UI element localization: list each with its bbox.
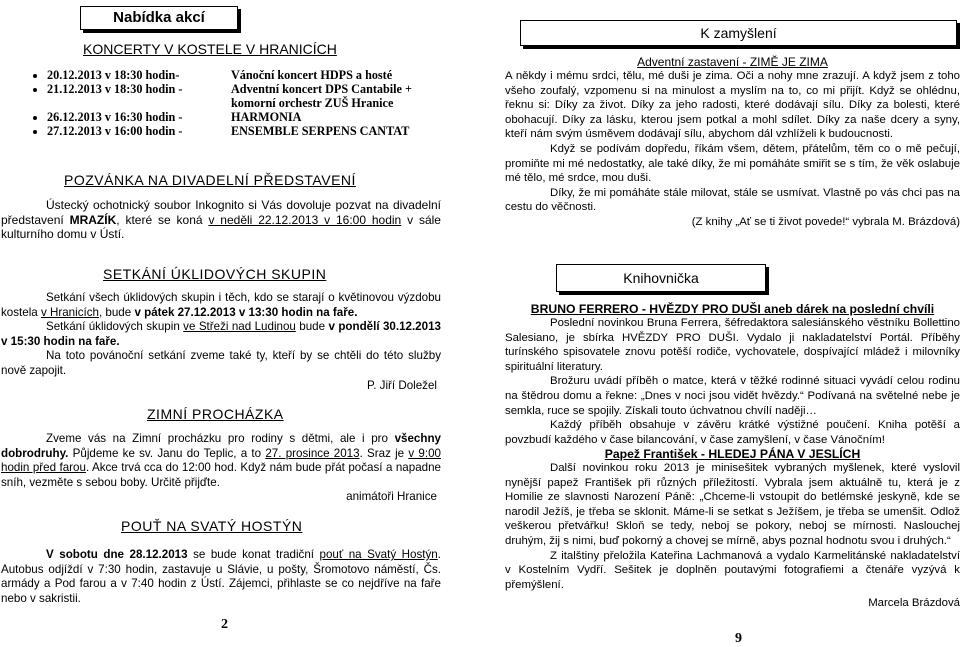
library-title: Knihovnička [623, 270, 699, 286]
list-item: • 20.12.2013 v 18:30 hodin- Vánoční koncert HDPS a hosté [47, 68, 487, 82]
pilgrimage-heading: POUŤ NA SVATÝ HOSTÝN [121, 518, 303, 534]
list-item: • 27.12.2013 v 16:00 hodin - ENSEMBLE SERPENS CANTAT [47, 124, 487, 138]
page-number: 9 [735, 631, 742, 646]
pilgrimage-text: V sobotu dne 28.12.2013 se bude konat tradiční pouť na Svatý Hostýn. Autobus odjíždí v 7:30 hodin, zastavuje u Slávie, u pošty, Šromotovo náměstí, Čs. armády a Pod farou a v 7:40 hodin z Ústí. Zájemci, přihlaste se co nejdříve na faře nebo v sakristii. [1, 548, 441, 605]
list-item: • 26.12.2013 v 16:30 hodin - HARMONIA [47, 110, 487, 124]
offer-title-box [80, 6, 238, 30]
walk-signature: animátoři Hranice [346, 490, 437, 504]
theatre-heading: POZVÁNKA NA DIVADELNÍ PŘEDSTAVENÍ [64, 172, 356, 188]
offer-title: Nabídka akcí [113, 9, 205, 26]
pope-text: Další novinkou roku 2013 je minisešitek vybraných myšlenek, které vyslovil nynější papež František při různých příležitostí. Vybrala jsem aktuálně tu, která je z Homilie ze slavnosti Narození Páně: „Chceme-li vstoupit do betlémské jeskyně, kde se narodil Ježíš, je třeba se sklonit. Máme-li se setkat s Ježíšem, je třeba se umenšit. Odlož veškerou přetvářku! Skloň se tedy, neboj se pokory, neboj se mírnosti. Naslouchej druhým, žij s nimi, buď pokorný a chovej se mírně, abys poznal hodnotu svou i druhých.“ Z italštiny přeložila Kateřina Lachmanová a vydalo Karmelitánské nakladatelství v Kostelním Vydří. Sešitek je doplněn poutavými fotografiemi a čtenáře vyzývá k přemýšlení. Marcela Brázdová [505, 462, 960, 610]
poem-text: A někdy i mému srdci, tělu, mé duši je zima. Oči a nohy mne zrazují. A když jsem z toho všeho zoufalý, vzpomenu si na minulost a myslím na to, co mi přijít. Když se ohlédnu, řeknu si: Díky za život. Díky za jeho radosti, které dodávají sílu. Díky za bolesti, které obohacují. Díky za lásku, kterou jsem potkal a mohl sdílet. Díky za naše dcery a syny, kteří nám svým úsměvem dodávají sílu, abychom dál vzhlíželi k budoucnosti. Když se podívám dopředu, říkám všem, dětem, přátelům, těm co o mě pečují, promiňte mi mé nedostatky, ale také díky, že mi pomáháte smiřit se s tím, že věk oslabuje mé tělo, mé srdce, mou duši. Díky, že mi pomáháte stále milovat, stále se usmívat. Vlastně po vás chci pas na cestu do věčnosti. (Z knihy „Ať se ti život povede!“ vybrala M. Brázdová) [505, 70, 960, 228]
reflection-title: K zamyšlení [700, 25, 777, 41]
walk-heading: ZIMNÍ PROCHÁZKA [147, 406, 284, 422]
page-number: 2 [221, 617, 228, 632]
walk-text: Zveme vás na Zimní procházku pro rodiny s dětmi, ale i pro všechny dobrodruhy. Půjdeme ke sv. Janu do Teplic, a to 27. prosince 2013. Sraz je v 9:00 hodin před farou. Akce trvá cca do 12:00 hod. Když nám bude přát počasí a napadne sníh, vezměte s sebou boby. Určitě přijďte. animátoři Hranice [1, 432, 441, 504]
theatre-text: Ústecký ochotnický soubor Inkognito si Vás dovoluje pozvat na divadelní představení MRAZÍK, které se koná v neděli 22.12.2013 v 16:00 hodin v sále kulturního domu v Ústí. [1, 198, 441, 242]
concerts-heading: KONCERTY V KOSTELE V HRANICÍCH [83, 41, 337, 57]
poem-source: (Z knihy „Ať se ti život povede!“ vybrala M. Brázdová) [691, 215, 960, 228]
cleaning-heading: SETKÁNÍ ÚKLIDOVÝCH SKUPIN [103, 266, 327, 282]
cleaning-signature: P. Jiří Doležel [366, 378, 437, 392]
pope-title: Papež František - HLEDEJ PÁNA V JESLÍCH [604, 447, 861, 461]
reflection-title-box [520, 20, 957, 46]
cleaning-text: Setkání všech úklidových skupin i těch, kdo se starají o květinovou výzdobu kostela v Hranicích, bude v pátek 27.12.2013 v 13:30 hodin na faře. Setkání úklidových skupin ve Střeži nad Ludinou bude v pondělí 30.12.2013 v 15:30 hodin na faře. Na toto povánoční setkání zveme také ty, kteří by se chtěli do této služby nově zapojit. P. Jiří Doležel [1, 291, 441, 392]
library-title-box [556, 264, 766, 292]
book-title: BRUNO FERRERO - HVĚZDY PRO DUŠI aneb dárek na poslední chvíli [530, 302, 935, 316]
poem-title: Adventní zastavení - ZIMĚ JE ZIMA [637, 55, 828, 69]
library-signature: Marcela Brázdová [868, 597, 960, 610]
list-item: • 21.12.2013 v 18:30 hodin - Adventní koncert DPS Cantabile + komorní orchestr ZUŠ Hranice [47, 82, 487, 110]
book-text: Poslední novinkou Bruna Ferrera, šéfredaktora salesiánského věstníku Bollettino Salesiano, je sbírka HVĚZDY PRO DUŠI. Vydalo ji nakladatelství Portál. Příběhy turínského spisovatele znovu potěší rodiče, vychovatele, dospívající mládež i milovníky spirituální literatury. Brožuru uvádí příběh o matce, která v těžké rodinné situaci vyvádí celou rodinu na štědrou domu a řekne: „Dnes v noci jsou vidět hvězdy.“ Podívaná na světelné nebe je semkla, ruce se spojily. Získali touto úchvatnou chvílí naději… Každý příběh obsahuje v závěru krátké výstižné poučení. Kniha potěší a povzbudí každého v čase bilancování, v čase zamyšlení, v čase Vánočním! [505, 317, 960, 446]
concert-list [0, 68, 487, 138]
